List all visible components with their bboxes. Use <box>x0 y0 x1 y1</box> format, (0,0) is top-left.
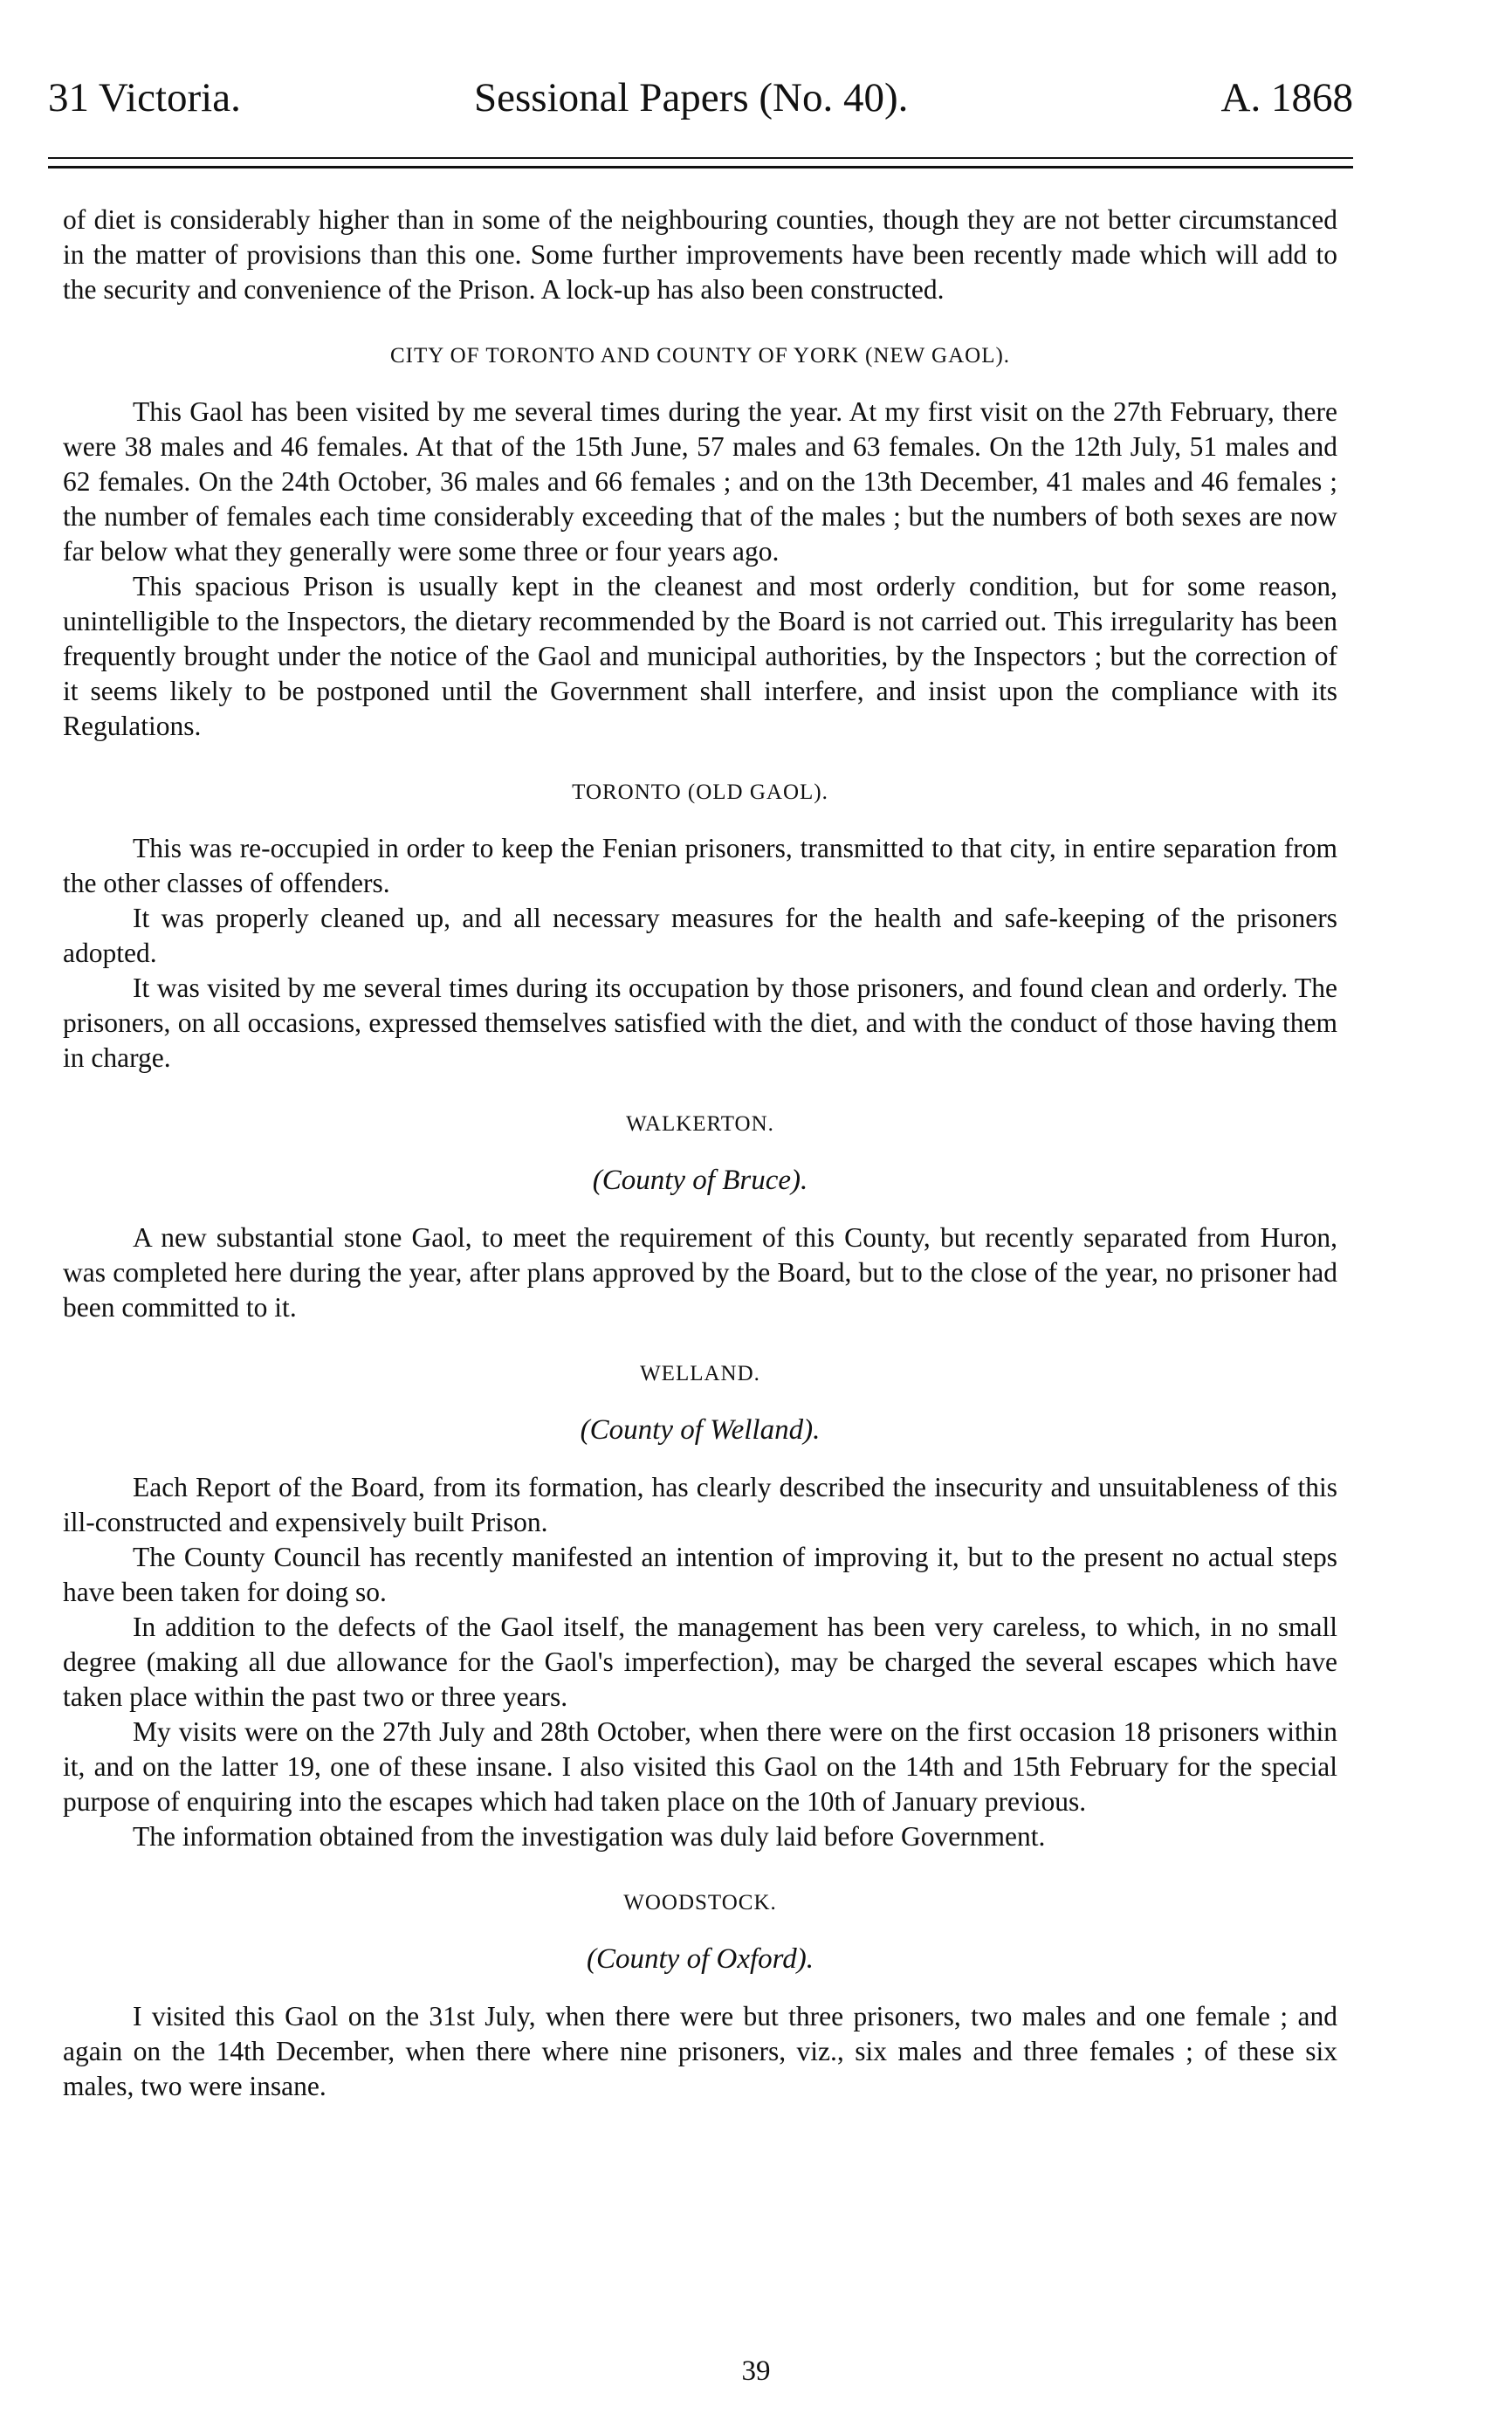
paragraph: A new substantial stone Gaol, to meet the requirement of this County, but recently separated from Huron, was completed here during the year, after plans approved by the Board, but to the close of the year, no prisoner had been committed to it. <box>63 1222 1337 1323</box>
header-title: Sessional Papers (No. 40). <box>474 75 909 120</box>
header-rule-thick <box>48 166 1353 168</box>
paragraph: My visits were on the 27th July and 28th October, when there were on the first occasion 18 prisoners within it, and on the latter 19, one of these insane. I also visited this Gaol on the 14th and 15th February for the special purpose of enquiring into the escapes which had taken place on the 10th of January previous. <box>63 1716 1337 1817</box>
page-header <box>48 72 1353 141</box>
section-subheading-welland: (County of Welland). <box>580 1414 821 1446</box>
page-body <box>63 203 1337 2104</box>
section-heading-woodstock: WOODSTOCK. <box>623 1891 777 1915</box>
paragraph: This spacious Prison is usually kept in the cleanest and most orderly condition, but for some reason, unintelligible to the Inspectors, the dietary recommended by the Board is not carried out. This irregularity has been frequently brought under the notice of the Gaol and municipal authorities, by the Inspectors ; but the correction of it seems likely to be postponed until the Government shall interfere, and insist upon the compliance with its Regulations. <box>63 571 1337 741</box>
paragraph: It was visited by me several times during its occupation by those prisoners, and found clean and orderly. The prisoners, on all occasions, expressed themselves satisfied with the diet, and with the conduct of those having them in charge. <box>63 973 1337 1073</box>
page-number: 39 <box>741 2355 771 2387</box>
header-year: A. 1868 <box>1220 75 1353 120</box>
intro-paragraph: of diet is considerably higher than in some of the neighbouring counties, though they are not better circumstanced in the matter of provisions than this one. Some further improvements have been recently made which will add to the security and convenience of the Prison. A lock-up has also been constructed. <box>63 204 1337 305</box>
section-subheading-woodstock: (County of Oxford). <box>587 1943 814 1975</box>
paragraph: This Gaol has been visited by me several times during the year. At my first visit on the 27th February, there were 38 males and 46 females. At that of the 15th June, 57 males and 63 females. On the 12th July, 51 males and 62 females. On the 24th October, 36 males and 66 females ; and on the 13th December, 41 males and 46 females ; the number of females each time considerably exceeding that of the males ; but the numbers of both sexes are now far below what they generally were some three or four years ago. <box>63 396 1337 567</box>
section-heading-toronto-old: TORONTO (OLD GAOL). <box>572 780 828 804</box>
paragraph: The County Council has recently manifested an intention of improving it, but to the present no actual steps have been taken for doing so. <box>63 1542 1337 1607</box>
section-heading-welland: WELLAND. <box>640 1362 760 1385</box>
paragraph: The information obtained from the investigation was duly laid before Government. <box>133 1821 1046 1852</box>
paragraph: Each Report of the Board, from its formation, has clearly described the insecurity and unsuitableness of this ill-constructed and expensively built Prison. <box>63 1472 1337 1537</box>
paragraph: In addition to the defects of the Gaol itself, the management has been very careless, to which, in no small degree (making all due allowance for the Gaol's imperfection), may be charged the several escapes which have taken place within the past two or three years. <box>63 1612 1337 1712</box>
section-heading-toronto-new: CITY OF TORONTO AND COUNTY OF YORK (NEW GAOL). <box>389 344 1011 368</box>
paragraph: I visited this Gaol on the 31st July, when there were but three prisoners, two males and one female ; and again on the 14th December, when there where nine prisoners, viz., six males and three females ; of these six males, two were insane. <box>63 2001 1337 2101</box>
header-session: 31 Victoria. <box>48 75 241 120</box>
paragraph: It was properly cleaned up, and all necessary measures for the health and safe-keeping of the prisoners adopted. <box>63 903 1337 968</box>
section-heading-walkerton: WALKERTON. <box>626 1112 774 1136</box>
paragraph: This was re-occupied in order to keep the Fenian prisoners, transmitted to that city, in entire separation from the other classes of offenders. <box>63 833 1337 898</box>
section-subheading-walkerton: (County of Bruce). <box>592 1165 808 1196</box>
header-rule-thin <box>48 157 1353 159</box>
